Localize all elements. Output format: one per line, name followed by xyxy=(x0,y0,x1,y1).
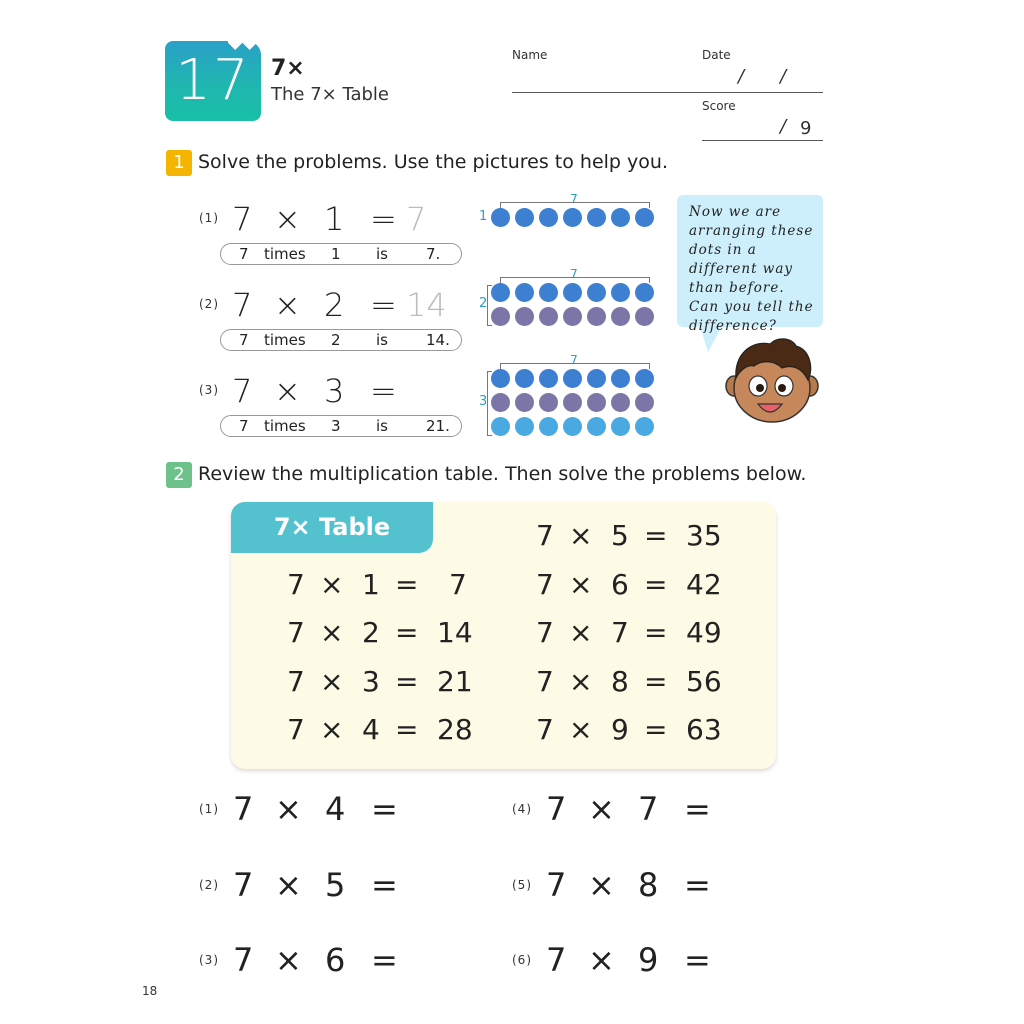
date-slash-2: / xyxy=(780,66,787,87)
practice-operand-b: 7 xyxy=(638,790,659,828)
word-b: 2 xyxy=(331,331,341,349)
word-sentence xyxy=(220,329,462,351)
dot xyxy=(539,417,558,436)
practice-equation xyxy=(546,941,746,981)
score-line[interactable] xyxy=(702,140,823,141)
lesson-number-badge: 17 xyxy=(165,41,261,121)
practice-times-sign: × xyxy=(588,941,615,979)
table-row xyxy=(536,665,736,701)
dot xyxy=(587,417,606,436)
dot-row xyxy=(491,283,654,302)
table-operand-b: 6 xyxy=(611,568,629,601)
table-equals-sign: = xyxy=(644,568,668,601)
table-row xyxy=(287,713,487,749)
row-bracket xyxy=(487,285,492,326)
table-times-sign: × xyxy=(320,616,344,649)
name-label: Name xyxy=(512,48,548,62)
table-times-sign: × xyxy=(320,665,344,698)
word-b: 1 xyxy=(331,245,341,263)
operand-a: 7 xyxy=(232,372,253,410)
dot-row xyxy=(491,393,654,412)
dot xyxy=(587,307,606,326)
table-result: 35 xyxy=(686,519,722,552)
operand-a: 7 xyxy=(232,286,253,324)
word-sentence xyxy=(220,415,462,437)
dot xyxy=(515,417,534,436)
dot xyxy=(563,283,582,302)
practice-equation xyxy=(233,866,433,906)
practice-answer-space[interactable] xyxy=(409,945,479,979)
dot xyxy=(611,393,630,412)
equals-sign: = xyxy=(370,372,397,410)
practice-times-sign: × xyxy=(275,866,302,904)
table-times-sign: × xyxy=(320,713,344,746)
table-row xyxy=(287,568,487,604)
times-sign: × xyxy=(274,200,301,238)
row-count-label: 2 xyxy=(479,295,488,311)
table-operand-a: 7 xyxy=(536,568,554,601)
equals-sign: = xyxy=(370,200,397,238)
table-row xyxy=(536,519,736,555)
practice-answer-space[interactable] xyxy=(409,794,479,828)
answer[interactable]: 14 xyxy=(406,286,447,324)
table-row xyxy=(287,665,487,701)
table-operand-b: 3 xyxy=(362,665,380,698)
practice-operand-b: 8 xyxy=(638,866,659,904)
operand-a: 7 xyxy=(232,200,253,238)
dot xyxy=(635,283,654,302)
name-date-line[interactable] xyxy=(512,92,823,93)
date-label: Date xyxy=(702,48,731,62)
section-1-badge: 1 xyxy=(166,150,192,176)
operand-b: 1 xyxy=(324,200,345,238)
table-result: 7 xyxy=(449,568,467,601)
dot xyxy=(491,307,510,326)
dot xyxy=(587,283,606,302)
table-operand-a: 7 xyxy=(287,616,305,649)
dot xyxy=(563,208,582,227)
dot xyxy=(635,369,654,388)
table-operand-b: 1 xyxy=(362,568,380,601)
operand-b: 2 xyxy=(324,286,345,324)
dot xyxy=(563,369,582,388)
dot xyxy=(563,393,582,412)
table-equals-sign: = xyxy=(395,713,419,746)
table-equals-sign: = xyxy=(395,616,419,649)
table-row xyxy=(536,616,736,652)
dot xyxy=(515,283,534,302)
table-equals-sign: = xyxy=(644,616,668,649)
table-title: 7× Table xyxy=(231,502,433,553)
dot xyxy=(611,208,630,227)
dot-row xyxy=(491,208,654,227)
practice-equals-sign: = xyxy=(371,941,398,979)
row-bracket xyxy=(487,371,492,436)
practice-number: (6) xyxy=(512,953,532,967)
page-number: 18 xyxy=(142,984,158,998)
times-sign: × xyxy=(274,372,301,410)
row-count-label: 3 xyxy=(479,393,488,409)
problem-number: (3) xyxy=(199,383,219,397)
dot xyxy=(539,369,558,388)
group-size-label: 7 xyxy=(570,353,578,367)
word-b: 3 xyxy=(331,417,341,435)
practice-equation xyxy=(233,941,433,981)
dot xyxy=(491,283,510,302)
table-operand-b: 5 xyxy=(611,519,629,552)
score-slash: / xyxy=(780,116,787,137)
dot xyxy=(515,393,534,412)
group-size-label: 7 xyxy=(570,267,578,281)
date-slash-1: / xyxy=(738,66,745,87)
dot xyxy=(587,369,606,388)
word-result: 21. xyxy=(426,417,450,435)
dot xyxy=(611,307,630,326)
practice-operand-b: 9 xyxy=(638,941,659,979)
practice-times-sign: × xyxy=(275,941,302,979)
table-operand-b: 8 xyxy=(611,665,629,698)
lesson-title: The 7× Table xyxy=(271,84,390,105)
table-row xyxy=(287,616,487,652)
practice-operand-a: 7 xyxy=(546,866,567,904)
practice-number: (5) xyxy=(512,878,532,892)
times-sign: × xyxy=(274,286,301,324)
dot xyxy=(539,208,558,227)
dot-row xyxy=(491,417,654,436)
dot xyxy=(539,283,558,302)
score-label: Score xyxy=(702,99,736,113)
lesson-code: 7× xyxy=(271,56,305,81)
word-is: is xyxy=(376,245,388,263)
equals-sign: = xyxy=(370,286,397,324)
group-size-label: 7 xyxy=(570,192,578,206)
practice-equals-sign: = xyxy=(371,790,398,828)
word-a: 7 xyxy=(239,245,249,263)
dot xyxy=(515,208,534,227)
practice-equals-sign: = xyxy=(371,866,398,904)
table-operand-b: 7 xyxy=(611,616,629,649)
dot xyxy=(611,283,630,302)
table-operand-b: 4 xyxy=(362,713,380,746)
table-operand-a: 7 xyxy=(536,616,554,649)
table-equals-sign: = xyxy=(395,665,419,698)
problem-number: (1) xyxy=(199,211,219,225)
word-a: 7 xyxy=(239,417,249,435)
practice-equals-sign: = xyxy=(684,790,711,828)
practice-operand-b: 4 xyxy=(325,790,346,828)
word-result: 14. xyxy=(426,331,450,349)
dot xyxy=(491,369,510,388)
table-equals-sign: = xyxy=(644,713,668,746)
dot xyxy=(635,208,654,227)
practice-number: (4) xyxy=(512,802,532,816)
dot xyxy=(539,393,558,412)
practice-equation xyxy=(546,790,746,830)
practice-times-sign: × xyxy=(588,790,615,828)
dot-row xyxy=(491,307,654,326)
word-is: is xyxy=(376,331,388,349)
practice-operand-a: 7 xyxy=(546,790,567,828)
dot xyxy=(635,417,654,436)
practice-operand-a: 7 xyxy=(233,866,254,904)
table-operand-a: 7 xyxy=(287,568,305,601)
practice-answer-space[interactable] xyxy=(722,794,792,828)
practice-operand-a: 7 xyxy=(233,790,254,828)
word-sentence xyxy=(220,243,462,265)
word-times: times xyxy=(264,417,306,435)
table-operand-b: 2 xyxy=(362,616,380,649)
table-equals-sign: = xyxy=(644,519,668,552)
word-times: times xyxy=(264,245,306,263)
dot xyxy=(611,369,630,388)
practice-answer-space[interactable] xyxy=(722,945,792,979)
table-result: 42 xyxy=(686,568,722,601)
table-equals-sign: = xyxy=(644,665,668,698)
word-is: is xyxy=(376,417,388,435)
practice-times-sign: × xyxy=(275,790,302,828)
practice-operand-b: 6 xyxy=(325,941,346,979)
table-result: 49 xyxy=(686,616,722,649)
practice-number: (1) xyxy=(199,802,219,816)
section-1-instruction: Solve the problems. Use the pictures to help you. xyxy=(198,151,668,173)
problem-number: (2) xyxy=(199,297,219,311)
table-equals-sign: = xyxy=(395,568,419,601)
table-times-sign: × xyxy=(569,665,593,698)
practice-equation xyxy=(546,866,746,906)
table-operand-a: 7 xyxy=(287,713,305,746)
answer[interactable]: 7 xyxy=(406,200,427,238)
word-a: 7 xyxy=(239,331,249,349)
table-times-sign: × xyxy=(569,519,593,552)
table-operand-a: 7 xyxy=(536,713,554,746)
speech-bubble-text: Now we are arranging these dots in a different way than before. Can you tell the difference? xyxy=(689,204,814,334)
dot xyxy=(611,417,630,436)
practice-operand-a: 7 xyxy=(233,941,254,979)
table-operand-a: 7 xyxy=(536,519,554,552)
boy-character-icon xyxy=(722,334,822,426)
score-total: 9 xyxy=(800,118,812,139)
table-operand-a: 7 xyxy=(287,665,305,698)
table-operand-b: 9 xyxy=(611,713,629,746)
dot xyxy=(515,307,534,326)
table-result: 56 xyxy=(686,665,722,698)
table-operand-a: 7 xyxy=(536,665,554,698)
dot xyxy=(539,307,558,326)
table-row xyxy=(536,568,736,604)
dot xyxy=(587,208,606,227)
table-times-sign: × xyxy=(569,713,593,746)
dot-row xyxy=(491,369,654,388)
practice-operand-b: 5 xyxy=(325,866,346,904)
practice-times-sign: × xyxy=(588,866,615,904)
dot xyxy=(515,369,534,388)
row-count-label: 1 xyxy=(479,208,488,224)
table-row xyxy=(536,713,736,749)
practice-number: (3) xyxy=(199,953,219,967)
section-2-badge: 2 xyxy=(166,462,192,488)
table-result: 28 xyxy=(437,713,473,746)
practice-equation xyxy=(233,790,433,830)
practice-operand-a: 7 xyxy=(546,941,567,979)
table-result: 14 xyxy=(437,616,473,649)
dot xyxy=(635,393,654,412)
dot xyxy=(635,307,654,326)
table-times-sign: × xyxy=(320,568,344,601)
dot xyxy=(491,393,510,412)
dot xyxy=(491,208,510,227)
practice-answer-space[interactable] xyxy=(722,870,792,904)
dot xyxy=(587,393,606,412)
practice-equals-sign: = xyxy=(684,866,711,904)
practice-answer-space[interactable] xyxy=(409,870,479,904)
table-times-sign: × xyxy=(569,616,593,649)
dot xyxy=(563,417,582,436)
dot xyxy=(491,417,510,436)
practice-number: (2) xyxy=(199,878,219,892)
table-result: 63 xyxy=(686,713,722,746)
dot xyxy=(563,307,582,326)
table-result: 21 xyxy=(437,665,473,698)
practice-equals-sign: = xyxy=(684,941,711,979)
operand-b: 3 xyxy=(324,372,345,410)
word-result: 7. xyxy=(426,245,441,263)
section-2-instruction: Review the multiplication table. Then solve the problems below. xyxy=(198,463,807,485)
word-times: times xyxy=(264,331,306,349)
table-times-sign: × xyxy=(569,568,593,601)
